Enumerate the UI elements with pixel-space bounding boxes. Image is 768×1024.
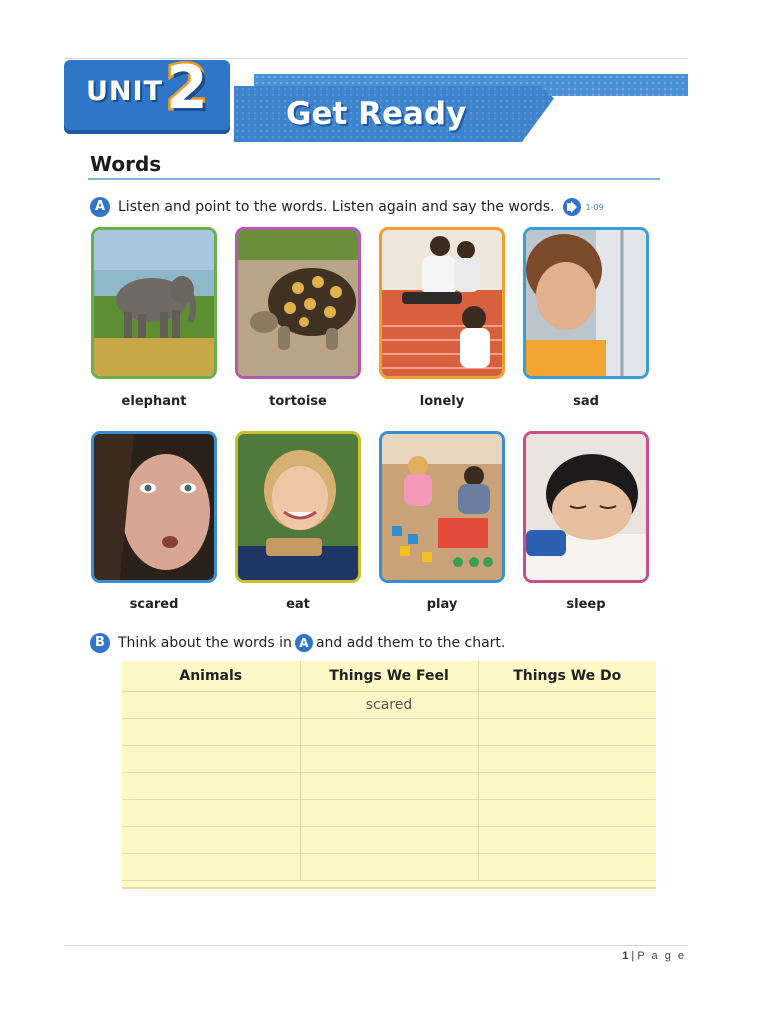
section-divider: [88, 178, 660, 180]
chart-cell[interactable]: [122, 773, 300, 800]
chart-cell[interactable]: [478, 773, 656, 800]
page-footer: [622, 950, 686, 962]
card-eat: [235, 431, 361, 583]
word-label: tortoise: [269, 394, 327, 409]
chart-cell[interactable]: [478, 854, 656, 881]
play-picture: [382, 434, 502, 580]
badge-a-icon: A: [90, 197, 110, 217]
instruction-b-text-before: Think about the words in: [118, 635, 292, 651]
chart-header-animals: Animals: [122, 661, 300, 692]
chart-row: [122, 800, 656, 827]
chart-header-do: Things We Do: [478, 661, 656, 692]
word-label: lonely: [419, 394, 465, 409]
chart-row: [122, 773, 656, 800]
word-label: play: [426, 597, 458, 612]
unit-word: UNIT: [86, 76, 163, 107]
sad-picture: [526, 230, 646, 376]
chart-cell[interactable]: [478, 800, 656, 827]
tortoise-picture: [238, 230, 358, 376]
lonely-picture: [382, 230, 502, 376]
card-sleep: [523, 431, 649, 583]
card-scared: [91, 431, 217, 583]
chart-header-feel: Things We Feel: [300, 661, 478, 692]
chart-row: [122, 746, 656, 773]
word-label: eat: [286, 597, 310, 612]
section-title: Words: [90, 152, 162, 176]
card-sad: [523, 227, 649, 379]
chart-cell[interactable]: [300, 719, 478, 746]
card-play: [379, 431, 505, 583]
card-elephant: [91, 227, 217, 379]
chart-cell[interactable]: [122, 746, 300, 773]
instruction-a: [90, 197, 604, 217]
chart-row: [122, 719, 656, 746]
chart-cell[interactable]: [300, 773, 478, 800]
word-chart: [122, 661, 656, 889]
chart-cell[interactable]: [478, 692, 656, 719]
page-number: 1: [622, 950, 629, 962]
footer-rule: [64, 945, 688, 946]
top-rule: [64, 58, 688, 59]
unit-number: 2: [166, 53, 208, 123]
elephant-picture: [94, 230, 214, 376]
instruction-b-text-after: and add them to the chart.: [315, 635, 506, 651]
eat-picture: [238, 434, 358, 580]
chart-cell[interactable]: [122, 800, 300, 827]
unit-badge: [64, 53, 230, 134]
chart-cell[interactable]: [478, 719, 656, 746]
word-label: sad: [573, 394, 599, 409]
badge-b-icon: B: [90, 633, 110, 653]
word-label: scared: [129, 597, 179, 612]
chart-row: [122, 827, 656, 854]
chart-cell[interactable]: scared: [300, 692, 478, 719]
chart-cell[interactable]: [122, 692, 300, 719]
word-label: elephant: [121, 394, 187, 409]
card-tortoise: [235, 227, 361, 379]
instruction-a-text: Listen and point to the words. Listen again and say the words.: [118, 199, 555, 215]
page-separator: |: [631, 950, 635, 962]
chart-table: [122, 661, 656, 881]
chart-cell[interactable]: [122, 854, 300, 881]
chart-cell[interactable]: [300, 746, 478, 773]
audio-speaker-icon[interactable]: [563, 198, 581, 216]
chart-cell[interactable]: [300, 827, 478, 854]
scared-picture: [94, 434, 214, 580]
chart-cell[interactable]: [122, 827, 300, 854]
page-word: P a g e: [637, 950, 686, 962]
chart-cell[interactable]: [478, 827, 656, 854]
chart-row: [122, 854, 656, 881]
instruction-b: [90, 633, 505, 653]
chart-row: [122, 692, 656, 719]
sleep-picture: [526, 434, 646, 580]
audio-track-number: 1-09: [585, 202, 604, 212]
chart-cell[interactable]: [300, 800, 478, 827]
chart-cell[interactable]: [300, 854, 478, 881]
page-title: Get Ready: [286, 96, 467, 132]
unit-banner: [64, 53, 688, 142]
word-label: sleep: [566, 597, 606, 612]
badge-a-inline-icon: A: [295, 634, 313, 652]
card-lonely: [379, 227, 505, 379]
chart-header-row: [122, 661, 656, 692]
chart-cell[interactable]: [122, 719, 300, 746]
chart-cell[interactable]: [478, 746, 656, 773]
